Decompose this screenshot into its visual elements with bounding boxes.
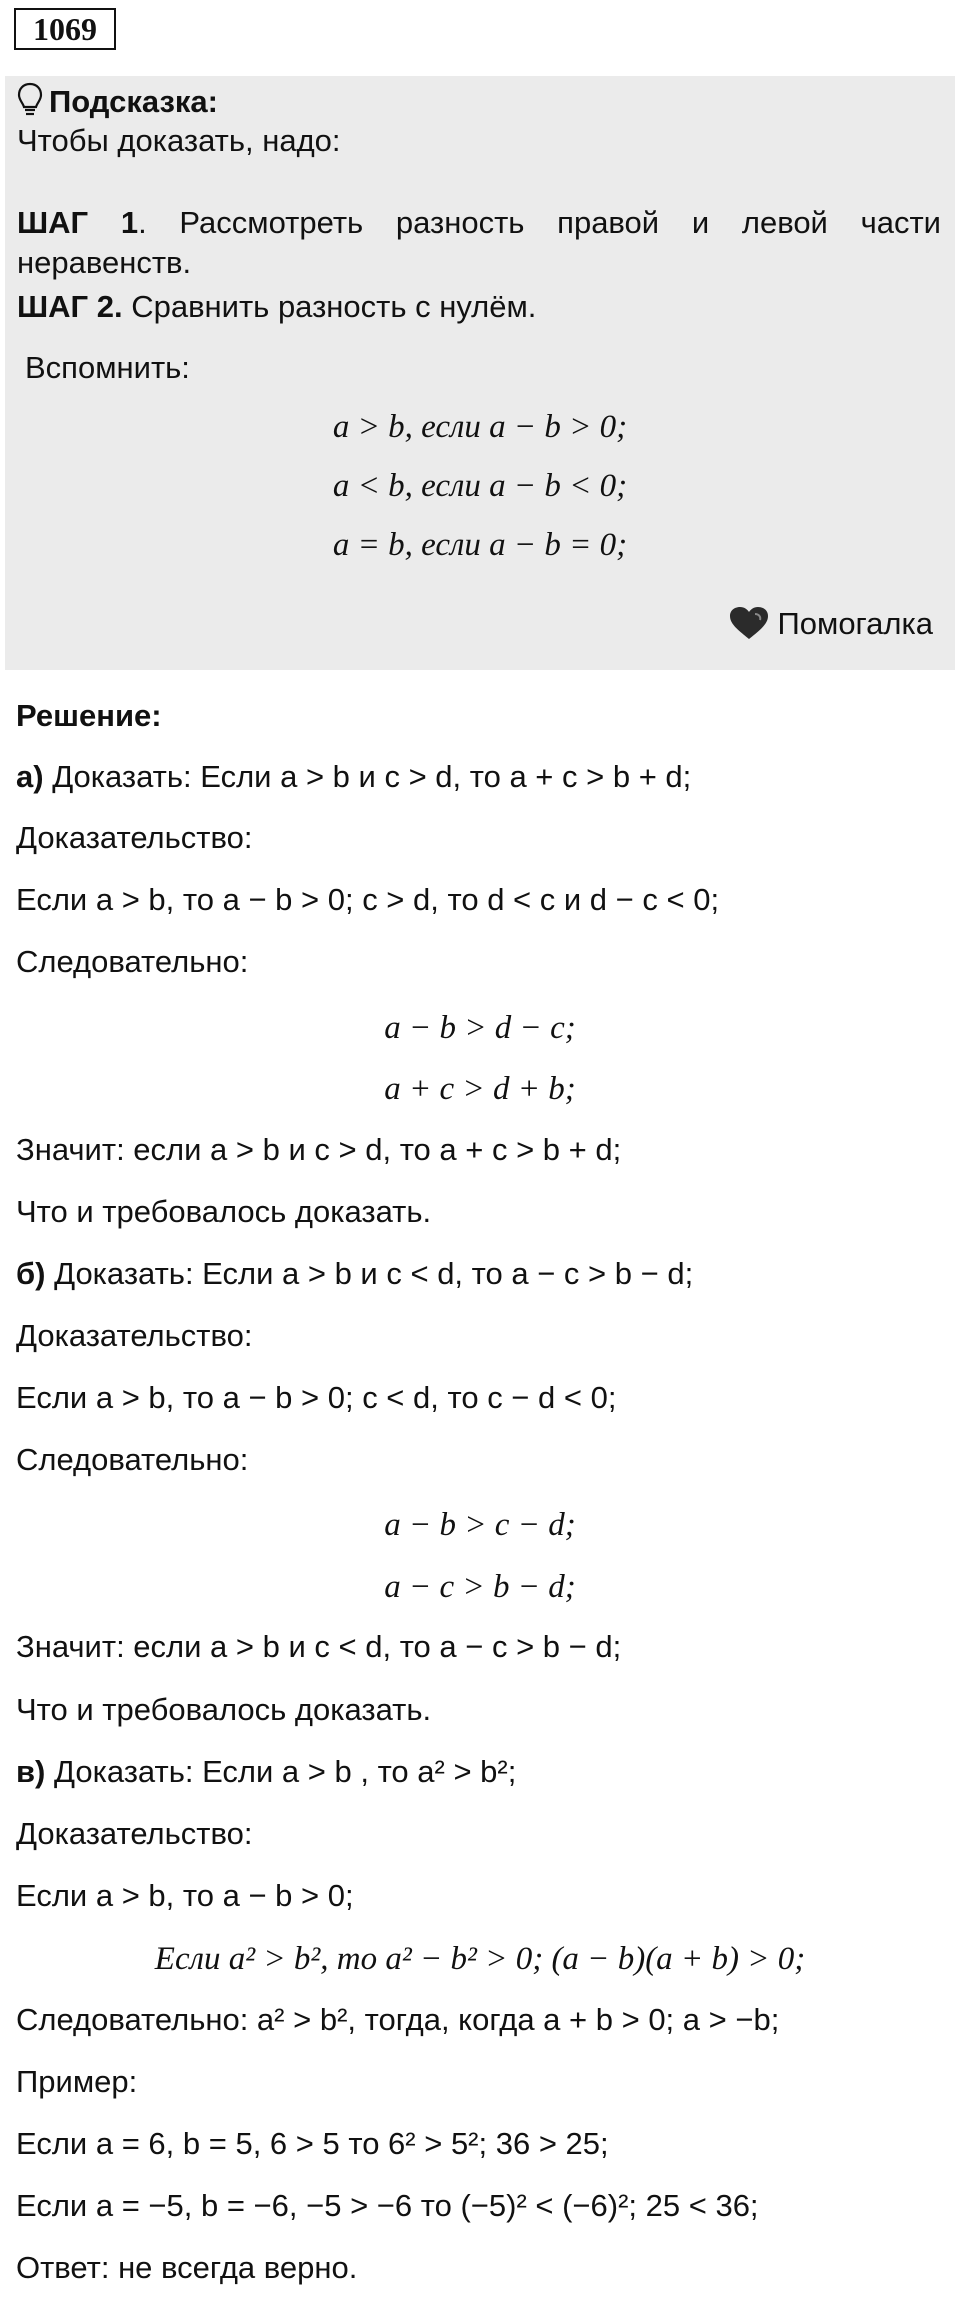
step2-label: ШАГ 2. xyxy=(17,289,123,324)
hint-rule-2: a < b, если a − b < 0; xyxy=(332,468,628,504)
hint-rule-3: a = b, если a − b = 0; xyxy=(332,527,628,563)
hint-title: Подсказка: xyxy=(49,84,218,119)
hint-intro: Чтобы доказать, надо: xyxy=(17,123,341,158)
part-a-eq1: a − b > d − c; xyxy=(384,1010,576,1046)
part-a-therefore: Следовательно: xyxy=(16,944,249,979)
part-b-qed: Что и требовалось доказать. xyxy=(16,1692,432,1727)
hint-remember: Вспомнить: xyxy=(25,350,190,385)
step1-text: . Рассмотреть разность правой и левой части xyxy=(138,205,942,240)
hint-rule-1: a > b, если a − b > 0; xyxy=(332,409,628,445)
part-a-conclusion: Значит: если a > b и c > d, то a + c > b + d; xyxy=(16,1132,622,1167)
part-c-example-label: Пример: xyxy=(16,2064,138,2099)
part-c-statement: в) Доказать: Если a > b , то a² > b²; xyxy=(16,1754,517,1789)
part-c-line1: Если a > b, то a − b > 0; xyxy=(16,1878,354,1913)
part-c-line2: Если a² > b², то a² − b² > 0; (a − b)(a + b) > 0; xyxy=(154,1941,806,1977)
part-b-proof-label: Доказательство: xyxy=(16,1318,253,1353)
part-a-proof-label: Доказательство: xyxy=(16,820,253,855)
hint-box xyxy=(5,76,955,670)
part-a-eq2: a + c > d + b; xyxy=(384,1071,576,1107)
lightbulb-icon xyxy=(17,82,43,126)
part-b-therefore: Следовательно: xyxy=(16,1442,249,1477)
part-b-eq1: a − b > c − d; xyxy=(384,1507,576,1543)
heart-icon xyxy=(729,606,769,650)
part-c-therefore: Следовательно: a² > b², тогда, когда a + b > 0; a > −b; xyxy=(16,2002,780,2037)
part-c-proof-label: Доказательство: xyxy=(16,1816,253,1851)
hint-step2 xyxy=(17,287,536,327)
helper-label: Помогалка xyxy=(777,606,933,641)
hint-step1-line1 xyxy=(17,203,941,243)
part-b-eq2: a − c > b − d; xyxy=(384,1569,576,1605)
part-c-example2: Если a = −5, b = −6, −5 > −6 то (−5)² < (−6)²; 25 < 36; xyxy=(16,2188,759,2223)
step1-label: ШАГ 1 xyxy=(17,205,139,240)
part-a-qed: Что и требовалось доказать. xyxy=(16,1194,432,1229)
task-number: 1069 xyxy=(14,8,116,50)
part-a-statement: а) Доказать: Если a > b и c > d, то a + c > b + d; xyxy=(16,759,692,794)
part-b-line1: Если a > b, то a − b > 0; c < d, то c − d < 0; xyxy=(16,1380,617,1415)
part-c-example1: Если a = 6, b = 5, 6 > 5 то 6² > 5²; 36 > 25; xyxy=(16,2126,609,2161)
part-c-answer: Ответ: не всегда верно. xyxy=(16,2250,358,2285)
step2-text: Сравнить разность с нулём. xyxy=(122,289,537,324)
part-b-conclusion: Значит: если a > b и c < d, то a − c > b − d; xyxy=(16,1629,622,1664)
solution-heading: Решение: xyxy=(16,698,162,733)
part-a-line1: Если a > b, то a − b > 0; c > d, то d < c и d − c < 0; xyxy=(16,882,720,917)
helper-link[interactable] xyxy=(729,604,933,650)
hint-title-row xyxy=(17,82,218,126)
part-b-statement: б) Доказать: Если a > b и c < d, то a − c > b − d; xyxy=(16,1256,694,1291)
hint-step1-line2: неравенств. xyxy=(17,245,192,280)
